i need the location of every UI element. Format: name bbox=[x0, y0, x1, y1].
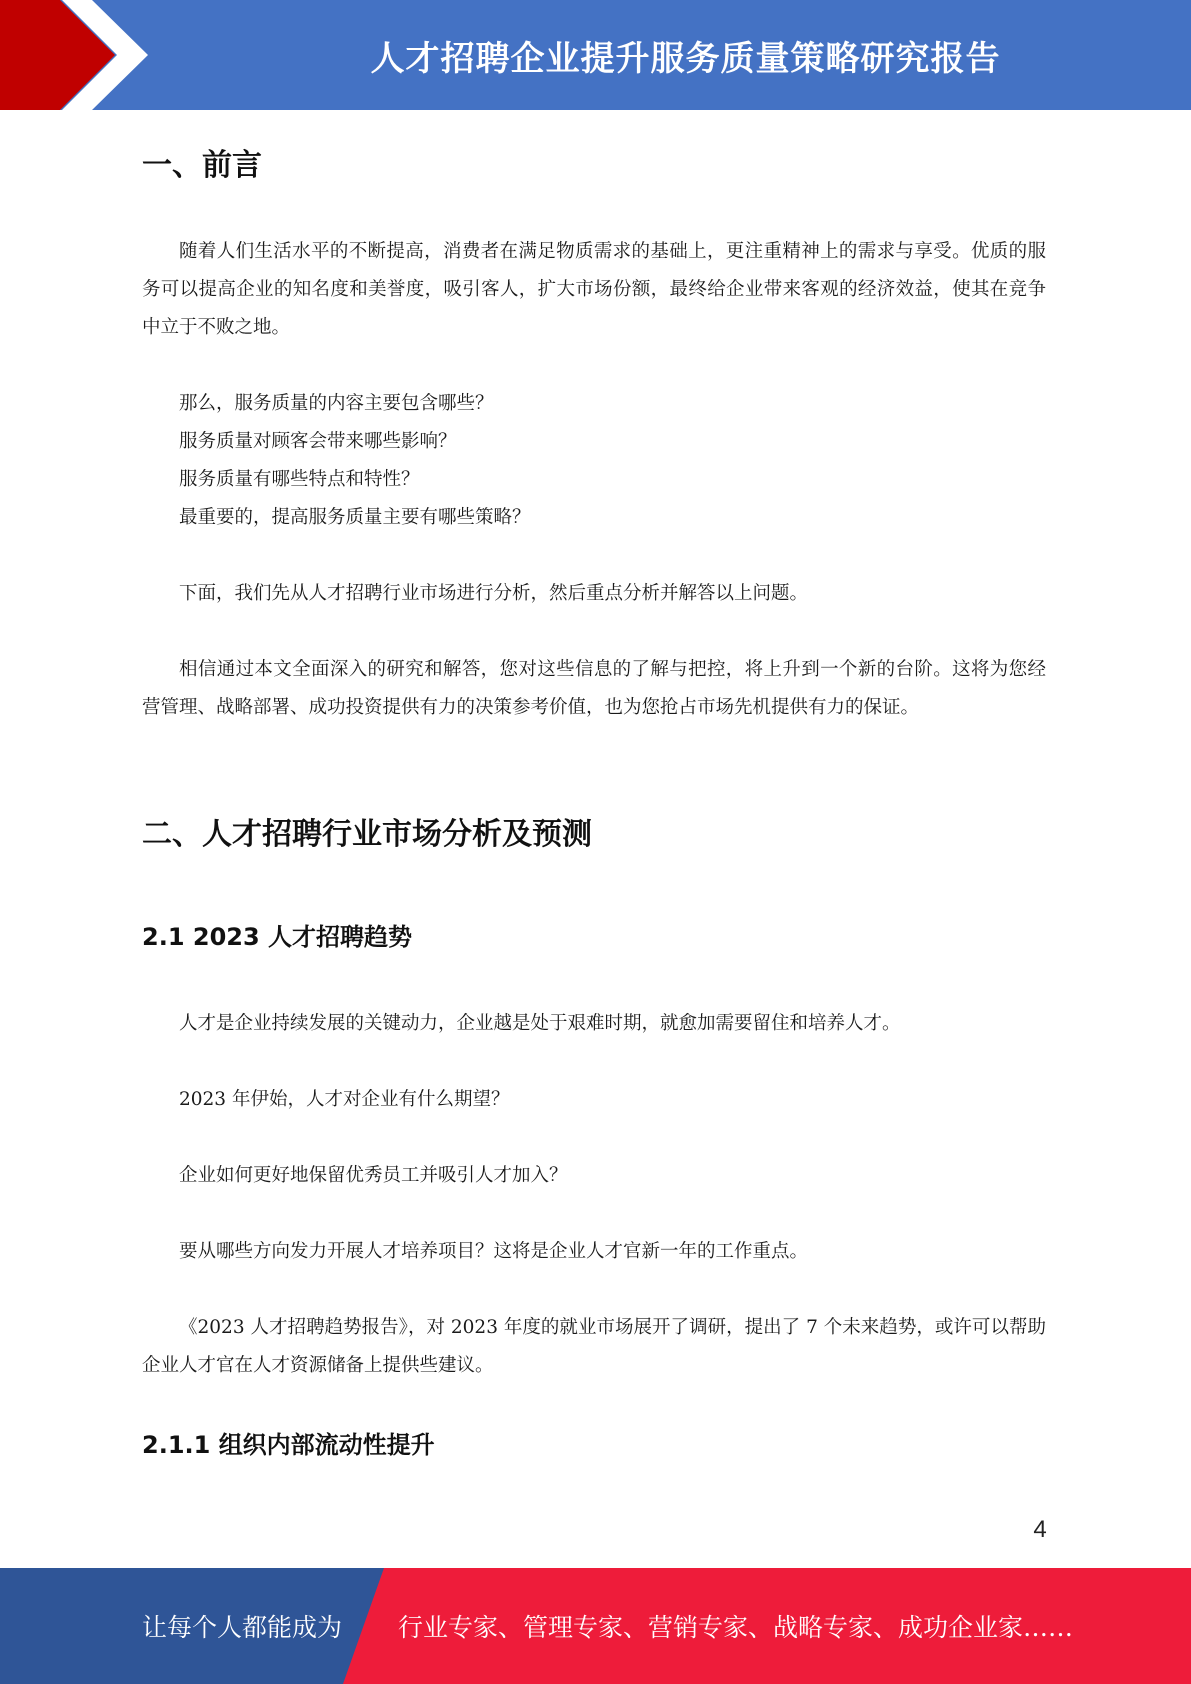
footer-bar bbox=[0, 1568, 1191, 1684]
trend-paragraph-5: 《2023 人才招聘趋势报告》，对 2023 年度的就业市场展开了调研，提出了 7 个未来趋势，或许可以帮助企业人才官在人才资源储备上提供些建议。 bbox=[142, 1317, 1046, 1376]
intro-paragraph-2: 下面，我们先从人才招聘行业市场进行分析，然后重点分析并解答以上问题。 bbox=[179, 583, 809, 604]
footer-slogan-right: 行业专家、管理专家、营销专家、战略专家、成功企业家…… bbox=[398, 1613, 1074, 1642]
section-heading-market: 二、人才招聘行业市场分析及预测 bbox=[142, 817, 592, 852]
header-bar bbox=[0, 0, 1191, 110]
trend-paragraph-2: 2023 年伊始，人才对企业有什么期望？ bbox=[179, 1089, 510, 1110]
footer-slogan-left: 让每个人都能成为 bbox=[142, 1613, 343, 1642]
intro-paragraph-3: 相信通过本文全面深入的研究和解答，您对这些信息的了解与把控，将上升到一个新的台阶。这将为您经营管理、战略部署、成功投资提供有力的决策参考价值，也为您抢占市场先机提供有力的保证。 bbox=[142, 659, 1046, 718]
intro-question-1: 那么，服务质量的内容主要包含哪些？ bbox=[179, 393, 494, 414]
section-heading-intro: 一、前言 bbox=[142, 148, 262, 183]
intro-question-3: 服务质量有哪些特点和特性？ bbox=[179, 469, 420, 490]
subsection-heading-2-1: 2.1 2023 人才招聘趋势 bbox=[142, 923, 413, 951]
trend-paragraph-4: 要从哪些方向发力开展人才培养项目？这将是企业人才官新一年的工作重点。 bbox=[179, 1241, 809, 1262]
page-number: 4 bbox=[1033, 1516, 1047, 1543]
intro-question-2: 服务质量对顾客会带来哪些影响？ bbox=[179, 431, 457, 452]
trend-paragraph-3: 企业如何更好地保留优秀员工并吸引人才加入？ bbox=[179, 1165, 568, 1186]
trend-paragraph-1: 人才是企业持续发展的关键动力，企业越是处于艰难时期，就愈加需要留住和培养人才。 bbox=[179, 1013, 901, 1034]
header-arrow-decoration bbox=[0, 0, 200, 110]
subsection-heading-2-1-1: 2.1.1 组织内部流动性提升 bbox=[142, 1431, 435, 1459]
intro-question-4: 最重要的，提高服务质量主要有哪些策略？ bbox=[179, 507, 531, 528]
intro-paragraph-1: 随着人们生活水平的不断提高，消费者在满足物质需求的基础上，更注重精神上的需求与享受。优质的服务可以提高企业的知名度和美誉度，吸引客人，扩大市场份额，最终给企业带来客观的经济效益，使其在竞争中立于不败之地。 bbox=[142, 241, 1046, 338]
document-title: 人才招聘企业提升服务质量策略研究报告 bbox=[370, 38, 1001, 79]
